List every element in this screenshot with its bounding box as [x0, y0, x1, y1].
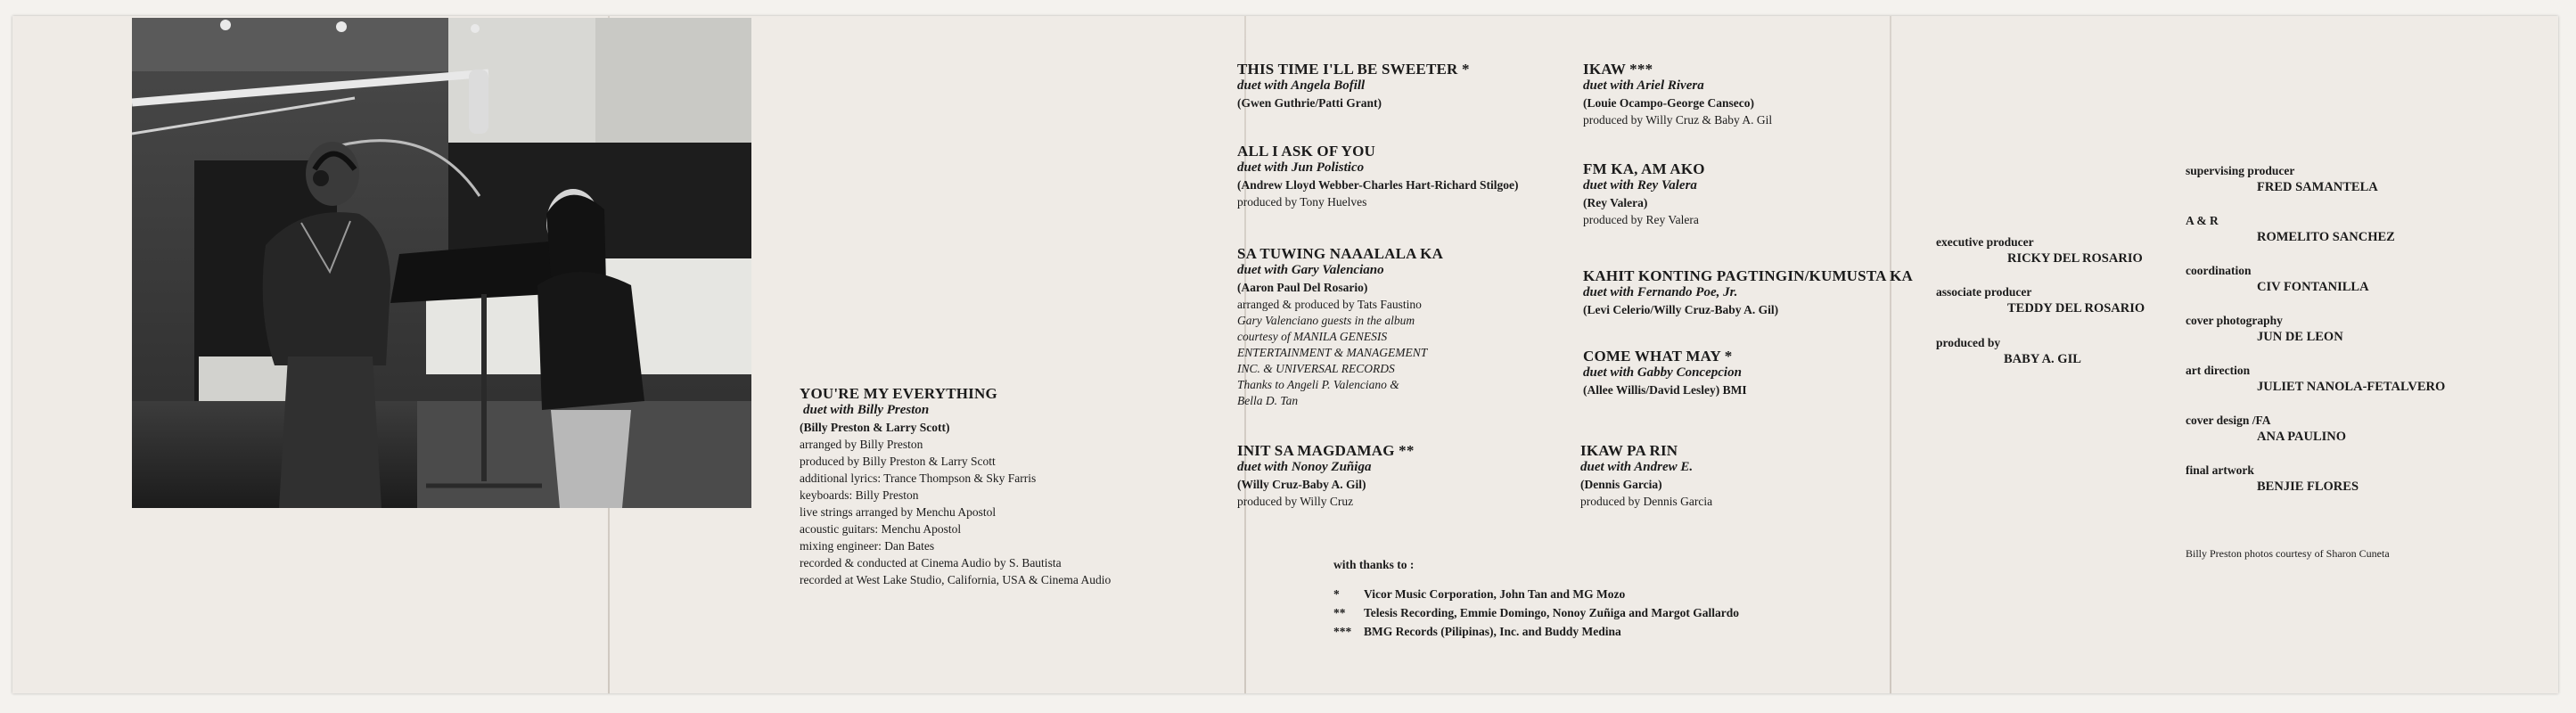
- song-writers: (Gwen Guthrie/Patti Grant): [1237, 96, 1382, 110]
- credit-final-artwork: [2186, 462, 2359, 496]
- credit-role: final artwork: [2186, 463, 2254, 477]
- song-note: produced by Willy Cruz: [1237, 495, 1354, 508]
- song-duet: duet with Angela Bofill: [1237, 78, 1366, 93]
- song-note: produced by Willy Cruz & Baby A. Gil: [1583, 113, 1773, 127]
- song-block-youre-my-everything: [800, 385, 1111, 588]
- photo-credit: Billy Preston photos courtesy of Sharon Cuneta: [2186, 547, 2390, 560]
- song-note: live strings arranged by Menchu Apostol: [800, 505, 997, 519]
- song-note: Gary Valenciano guests in the album: [1237, 314, 1415, 327]
- thanks-mark: ***: [1333, 625, 1352, 638]
- song-title: COME WHAT MAY *: [1583, 348, 1733, 365]
- song-writers: (Billy Preston & Larry Scott): [800, 421, 950, 434]
- credit-name: FRED SAMANTELA: [2257, 180, 2378, 194]
- song-note: produced by Dennis Garcia: [1580, 495, 1713, 508]
- credit-name: BENJIE FLORES: [2257, 479, 2359, 494]
- credit-name: RICKY DEL ROSARIO: [2007, 251, 2143, 266]
- credit-role: cover design /FA: [2186, 414, 2271, 427]
- credit-executive-producer: [1936, 234, 2143, 267]
- song-duet: duet with Billy Preston: [803, 403, 930, 417]
- credit-name: CIV FONTANILLA: [2257, 280, 2369, 294]
- song-note: keyboards: Billy Preston: [800, 488, 919, 502]
- credit-cover-design: [2186, 412, 2346, 446]
- thanks-mark: **: [1333, 606, 1346, 619]
- song-duet: duet with Fernando Poe, Jr.: [1583, 285, 1738, 299]
- thanks-section: [1333, 558, 1739, 641]
- credit-name: BABY A. GIL: [2004, 352, 2081, 366]
- song-note: Thanks to Angeli P. Valenciano &: [1237, 378, 1399, 391]
- song-writers: (Louie Ocampo-George Canseco): [1583, 96, 1754, 110]
- thanks-heading: with thanks to :: [1333, 558, 1415, 571]
- credit-name: JULIET NANOLA-FETALVERO: [2257, 380, 2446, 394]
- credit-produced-by: [1936, 334, 2081, 368]
- song-block-fm-ka-am-ako: [1583, 160, 1705, 228]
- credit-art-direction: [2186, 362, 2445, 396]
- song-note: INC. & UNIVERSAL RECORDS: [1237, 362, 1395, 375]
- song-title: FM KA, AM AKO: [1583, 160, 1705, 177]
- song-duet: duet with Nonoy Zuñiga: [1237, 460, 1372, 474]
- credit-role: associate producer: [1936, 285, 2032, 299]
- credit-role: executive producer: [1936, 235, 2034, 249]
- song-writers: (Willy Cruz-Baby A. Gil): [1237, 478, 1366, 491]
- song-block-kahit-konting: [1583, 267, 1913, 318]
- credit-name: TEDDY DEL ROSARIO: [2007, 301, 2145, 316]
- song-note: arranged by Billy Preston: [800, 438, 923, 451]
- song-duet: duet with Rey Valera: [1583, 178, 1697, 193]
- song-block-ikaw-pa-rin: [1580, 442, 1712, 510]
- song-block-ikaw: [1583, 61, 1772, 128]
- song-title: INIT SA MAGDAMAG **: [1237, 442, 1415, 459]
- song-duet: duet with Gary Valenciano: [1237, 263, 1384, 277]
- fold-line: [1890, 16, 1891, 693]
- song-writers: (Allee Willis/David Lesley) BMI: [1583, 383, 1747, 397]
- credit-role: A & R: [2186, 214, 2219, 227]
- song-note: produced by Billy Preston & Larry Scott: [800, 455, 996, 468]
- credit-role: coordination: [2186, 264, 2252, 277]
- thanks-text: Vicor Music Corporation, John Tan and MG Mozo: [1364, 587, 1626, 601]
- song-writers: (Rey Valera): [1583, 196, 1648, 209]
- song-writers: (Dennis Garcia): [1580, 478, 1662, 491]
- song-title: YOU'RE MY EVERYTHING: [800, 385, 997, 402]
- credit-name: JUN DE LEON: [2257, 330, 2343, 344]
- credit-role: produced by: [1936, 336, 2001, 349]
- song-writers: (Levi Celerio/Willy Cruz-Baby A. Gil): [1583, 303, 1779, 316]
- credit-name: ANA PAULINO: [2257, 430, 2347, 444]
- song-writers: (Andrew Lloyd Webber-Charles Hart-Richard Stilgoe): [1237, 178, 1519, 192]
- credit-role: cover photography: [2186, 314, 2283, 327]
- thanks-text: BMG Records (Pilipinas), Inc. and Buddy Medina: [1364, 625, 1621, 638]
- song-note: acoustic guitars: Menchu Apostol: [800, 522, 962, 536]
- song-title: THIS TIME I'LL BE SWEETER *: [1237, 61, 1470, 78]
- song-note: Bella D. Tan: [1237, 394, 1299, 407]
- thanks-row: [1333, 585, 1739, 603]
- credit-role: art direction: [2186, 364, 2251, 377]
- thanks-row: [1333, 603, 1739, 622]
- song-title: IKAW PA RIN: [1580, 442, 1678, 459]
- song-note: produced by Tony Huelves: [1237, 195, 1367, 209]
- song-writers: (Aaron Paul Del Rosario): [1237, 281, 1368, 294]
- credit-a-and-r: [2186, 212, 2395, 246]
- song-block-this-time: [1237, 61, 1470, 111]
- thanks-mark: *: [1333, 587, 1340, 601]
- song-block-init-sa-magdamag: [1237, 442, 1415, 510]
- song-title: ALL I ASK OF YOU: [1237, 143, 1375, 160]
- song-note: mixing engineer: Dan Bates: [800, 539, 935, 553]
- song-note: courtesy of MANILA GENESIS: [1237, 330, 1388, 343]
- studio-photo-illustration: [132, 18, 751, 508]
- song-title: SA TUWING NAAALALA KA: [1237, 245, 1444, 262]
- credit-supervising-producer: [2186, 162, 2378, 196]
- song-title: KAHIT KONTING PAGTINGIN/KUMUSTA KA: [1583, 267, 1913, 284]
- credit-coordination: [2186, 262, 2369, 296]
- song-duet: duet with Jun Polistico: [1237, 160, 1365, 175]
- credit-role: supervising producer: [2186, 164, 2295, 177]
- song-note: arranged & produced by Tats Faustino: [1237, 298, 1422, 311]
- song-block-all-i-ask: [1237, 143, 1518, 210]
- credit-cover-photography: [2186, 312, 2343, 346]
- song-block-sa-tuwing: [1237, 245, 1443, 409]
- song-note: ENTERTAINMENT & MANAGEMENT: [1237, 346, 1428, 359]
- song-note: produced by Rey Valera: [1583, 213, 1699, 226]
- song-note: recorded at West Lake Studio, California, USA & Cinema Audio: [800, 573, 1112, 586]
- song-note: recorded & conducted at Cinema Audio by S. Bautista: [800, 556, 1062, 570]
- thanks-row: [1333, 622, 1739, 641]
- song-duet: duet with Andrew E.: [1580, 460, 1694, 474]
- song-duet: duet with Ariel Rivera: [1583, 78, 1704, 93]
- song-note: additional lyrics: Trance Thompson & Sky Farris: [800, 471, 1037, 485]
- song-duet: duet with Gabby Concepcion: [1583, 365, 1742, 380]
- credit-associate-producer: [1936, 283, 2145, 317]
- song-title: IKAW ***: [1583, 61, 1653, 78]
- studio-photo: [132, 18, 751, 508]
- song-block-come-what-may: [1583, 348, 1747, 398]
- thanks-text: Telesis Recording, Emmie Domingo, Nonoy Zuñiga and Margot Gallardo: [1364, 606, 1740, 619]
- credit-name: ROMELITO SANCHEZ: [2257, 230, 2395, 244]
